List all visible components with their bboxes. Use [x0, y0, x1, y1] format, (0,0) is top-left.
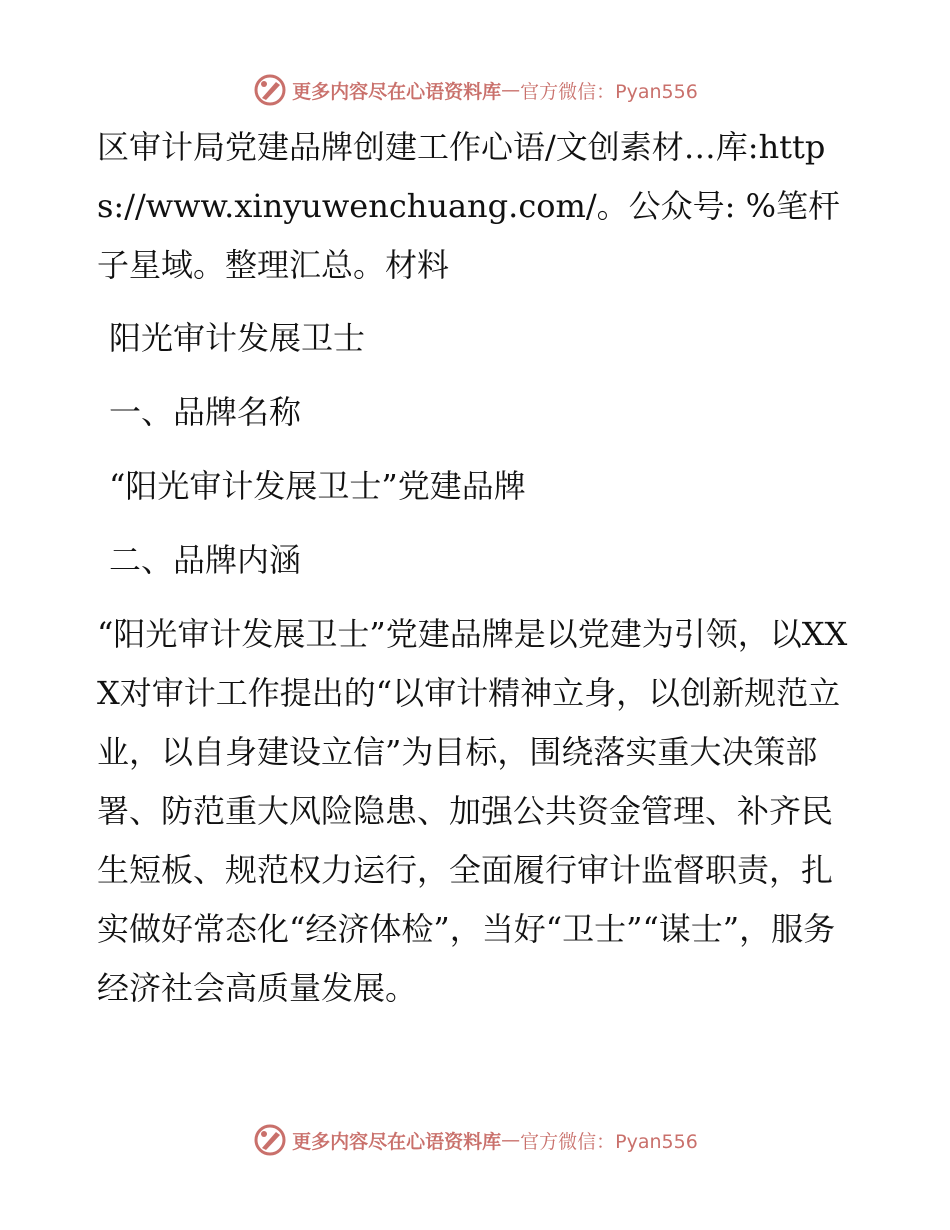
watermark-label: 更多内容尽在心语资料库 — [292, 80, 502, 103]
section2-body: “阳光审计发展卫士”党建品牌是以党建为引领，以XXX对审计工作提出的“以审计精神立身，以创新规范立业，以自身建设立信”为目标，围绕落实重大决策部署、防范重大风险隐患、加强公共资金管理、补齐民生短板、规范权力运行，全面履行审计监督职责，扎实做好常态化“经济体检”，当好“卫士”“谋士”，服务经济社会高质量发展。 — [97, 615, 848, 1007]
document-body — [97, 118, 857, 1018]
footer-watermark — [0, 1120, 950, 1160]
document-title: 阳光审计发展卫士 — [109, 319, 366, 357]
section1-heading: 一、品牌名称 — [109, 393, 302, 431]
watermark-contact: 官方微信：Pyan556 — [520, 1130, 698, 1153]
intro-paragraph: 区审计局党建品牌创建工作心语/文创素材…库:https://www.xinyuwenchuang.com/。公众号: %笔杆子星域。整理汇总。材料 — [97, 128, 840, 284]
watermark-separator: — — [501, 79, 521, 101]
section2-heading: 二、品牌内涵 — [109, 541, 302, 579]
pen-logo-icon — [252, 1122, 288, 1158]
section1-body: “阳光审计发展卫士”党建品牌 — [109, 467, 526, 505]
watermark-contact: 官方微信：Pyan556 — [520, 80, 698, 103]
watermark-separator: — — [501, 1129, 521, 1151]
pen-logo-icon — [252, 72, 288, 108]
watermark-label: 更多内容尽在心语资料库 — [292, 1130, 502, 1153]
header-watermark — [0, 70, 950, 110]
